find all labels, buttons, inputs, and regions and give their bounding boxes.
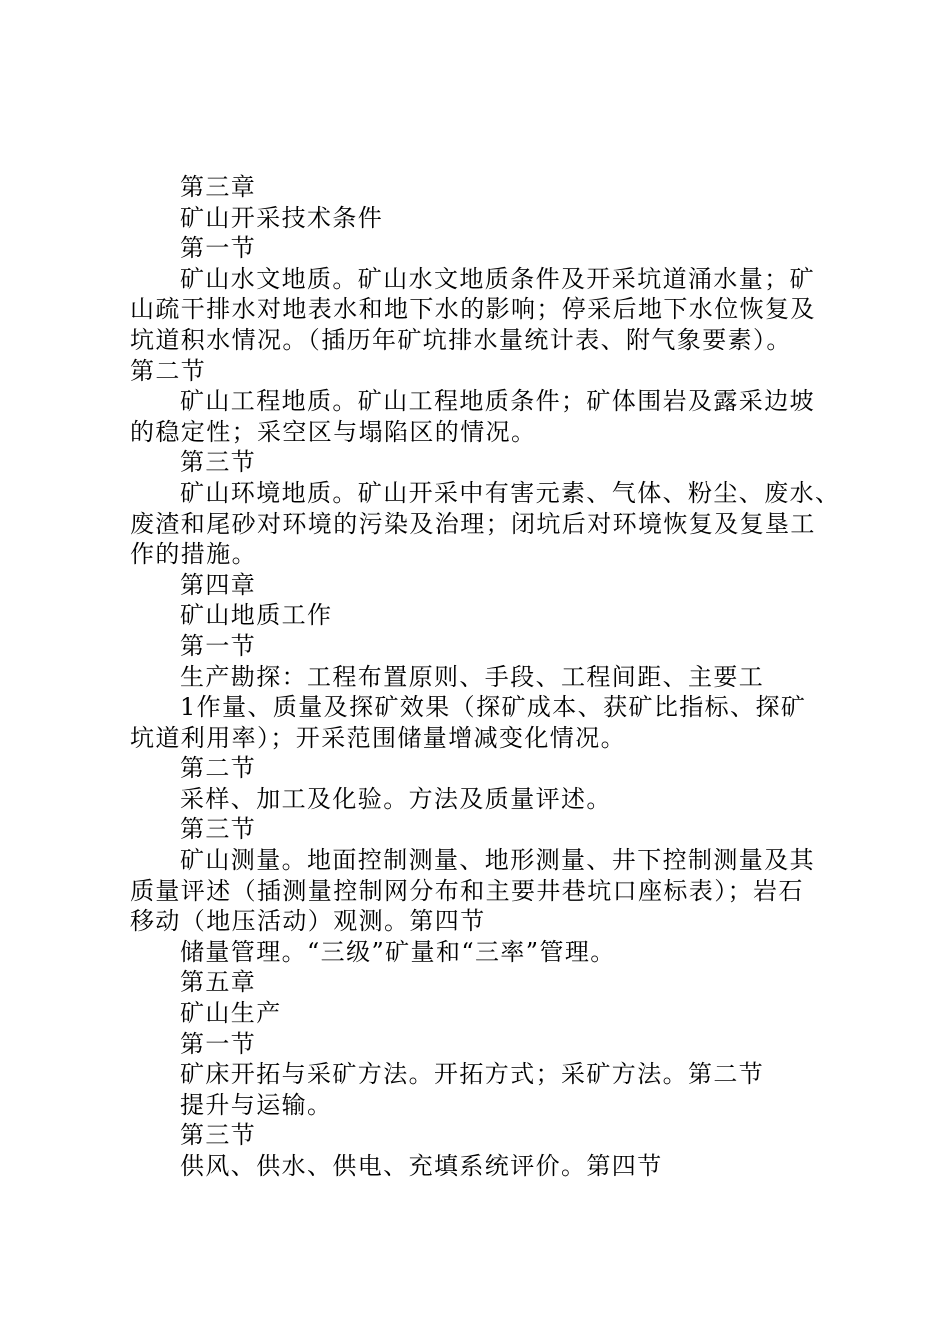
text-line: 第三节 [180,448,257,477]
text-line: 坑道积水情况。（插历年矿坑排水量统计表、附气象要素）。 [130,325,792,354]
text-line: 第四章 [180,570,257,599]
text-line: 矿山地质工作 [180,601,333,630]
text-line: 作的措施。 [130,540,257,569]
text-line: 生产勘探：工程布置原则、手段、工程间距、主要工 [180,662,765,691]
text-line: 第一节 [180,1029,257,1058]
text-line: 矿山测量。地面控制测量、地形测量、井下控制测量及其 [180,846,815,875]
text-line: 采样、加工及化验。方法及质量评述。 [180,784,612,813]
text-line: 废渣和尾砂对环境的污染及治理；闭坑后对环境恢复及复垦工 [130,509,816,538]
text-line: 矿山水文地质。矿山水文地质条件及开采坑道涌水量；矿 [180,264,815,293]
text-line: 移动（地压活动）观测。第四节 [130,907,486,936]
text-line: 的稳定性；采空区与塌陷区的情况。 [130,417,537,446]
text-line: 第一节 [180,631,257,660]
text-line: 第三节 [180,815,257,844]
text-line: 提升与运输。 [180,1090,333,1119]
document-body [130,172,840,1182]
text-line: 第二节 [130,356,207,385]
text-line: 质量评述（插测量控制网分布和主要井巷坑口座标表）；岩石 [130,876,804,905]
text-line: 山疏干排水对地表水和地下水的影响；停采后地下水位恢复及 [130,295,816,324]
text-line: 第一节 [180,234,257,263]
text-line: 1作量、质量及探矿效果（探矿成本、获矿比指标、探矿 [180,693,807,722]
text-line: 第三节 [180,1121,257,1150]
text-line: 矿山环境地质。矿山开采中有害元素、气体、粉尘、废水、 [180,478,841,507]
text-line: 矿山工程地质。矿山工程地质条件；矿体围岩及露采边坡 [180,387,815,416]
text-line: 矿山开采技术条件 [180,203,384,232]
text-line: 坑道利用率）；开采范围储量增减变化情况。 [130,723,626,752]
text-line: 矿床开拓与采矿方法。开拓方式；采矿方法。第二节 [180,1060,765,1089]
text-line: 矿山生产 [180,999,282,1028]
text-line: 第三章 [180,173,257,201]
text-line: 第二节 [180,754,257,783]
text-line: 储量管理。“三级”矿量和“三率”管理。 [180,937,616,966]
text-line: 第五章 [180,968,257,997]
text-line: 供风、供水、供电、充填系统评价。第四节 [180,1152,663,1180]
